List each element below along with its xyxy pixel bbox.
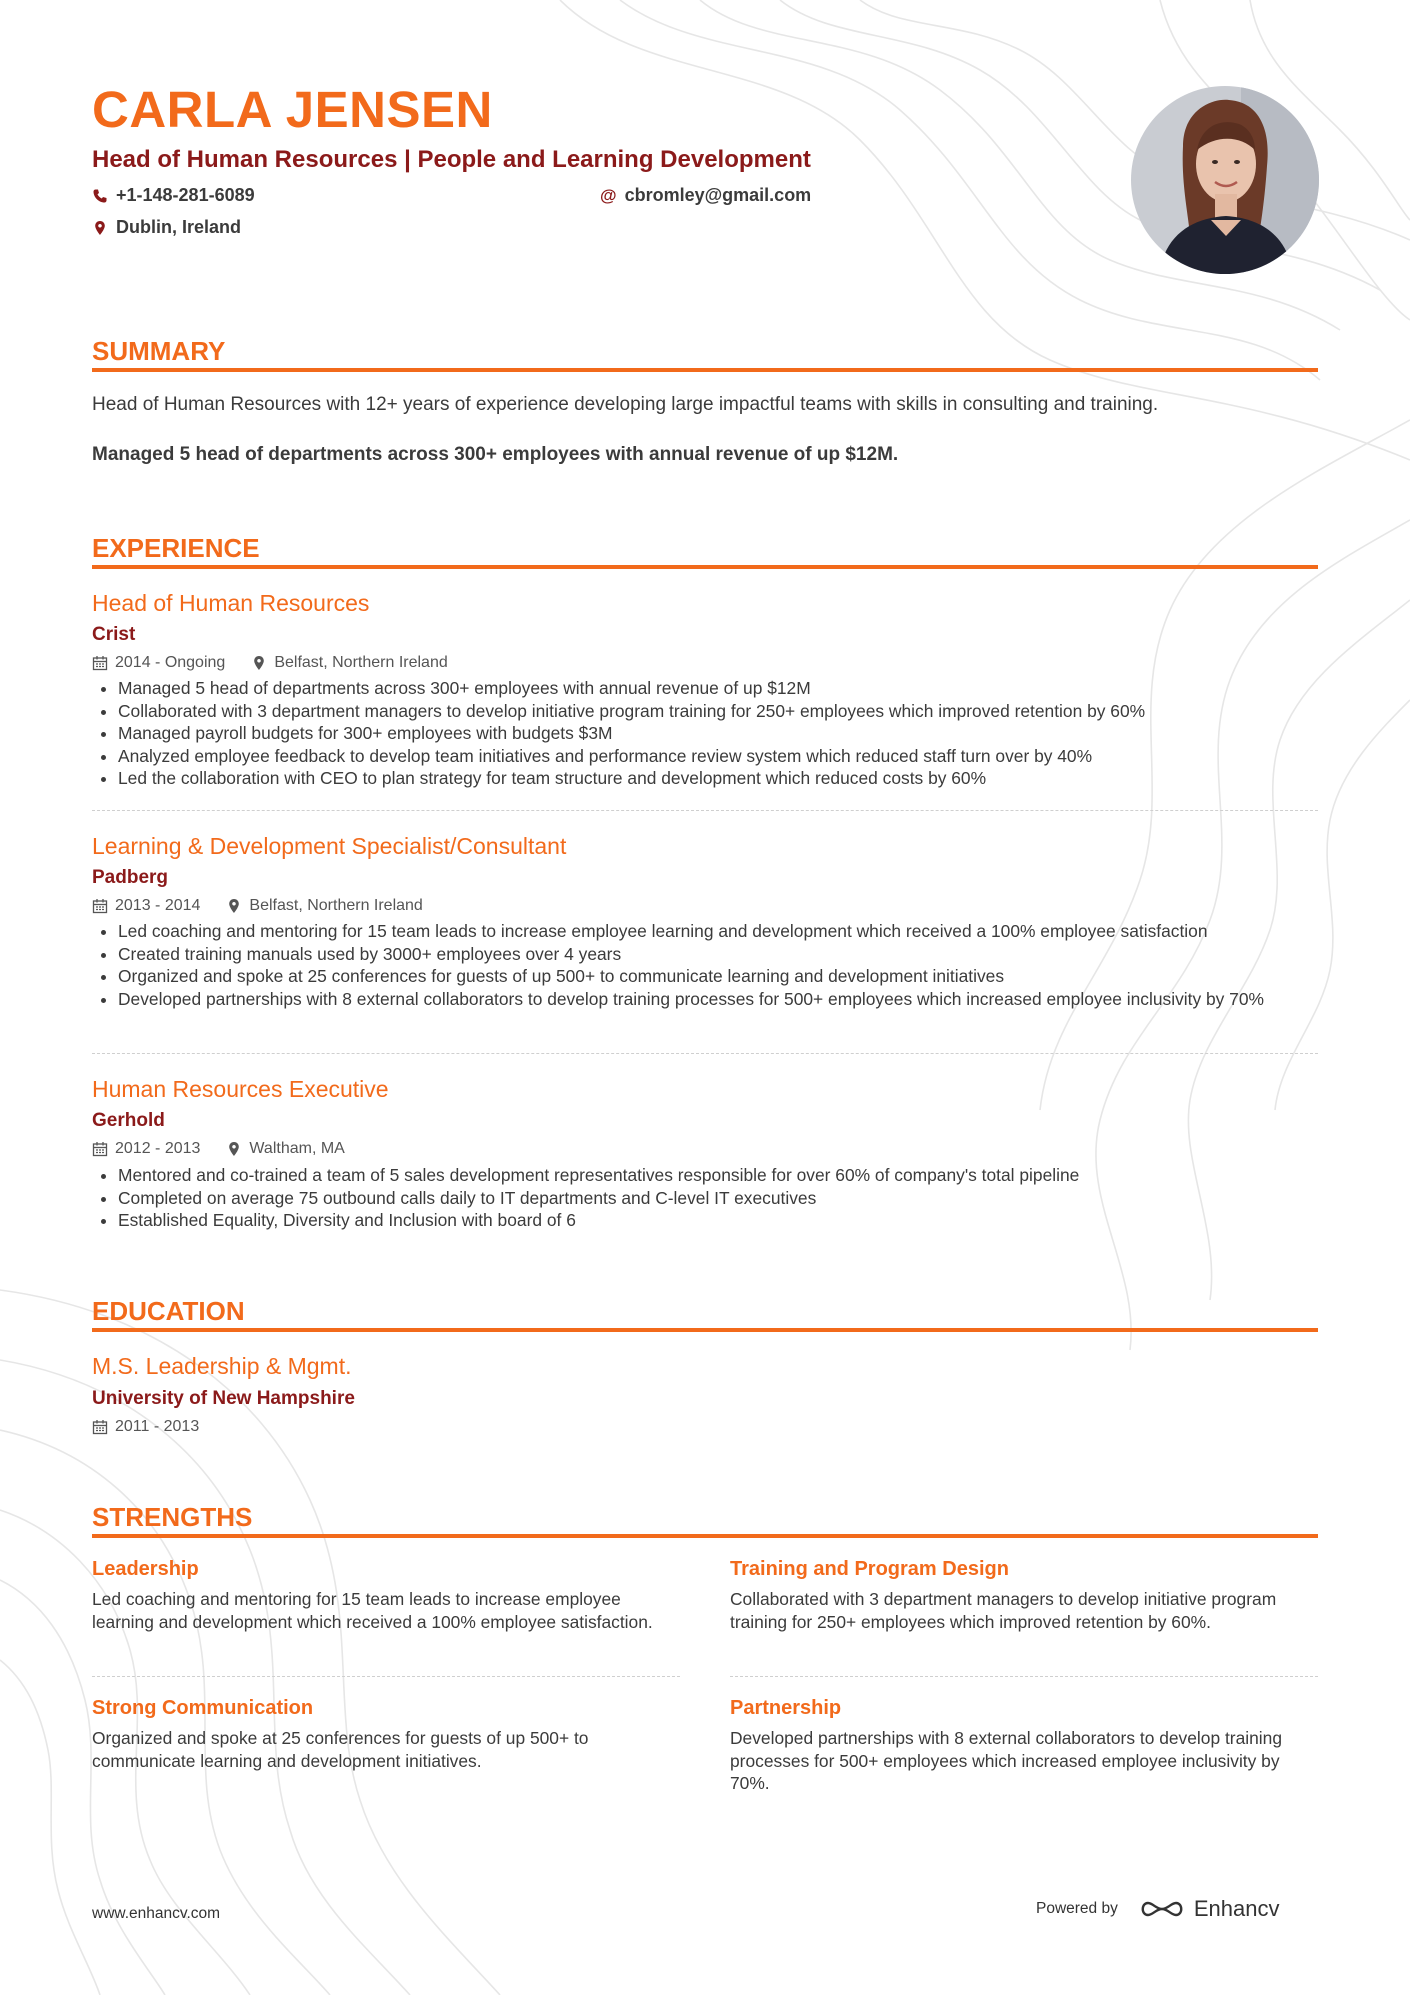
brand-name: Enhancv: [1193, 1896, 1280, 1921]
strengths-title: STRENGTHS: [92, 1502, 253, 1532]
education-title: EDUCATION: [92, 1296, 245, 1326]
summary-title: SUMMARY: [92, 336, 226, 366]
profile-photo: [1131, 86, 1319, 274]
location-pin-icon: [226, 1141, 242, 1157]
job-dates: 2012 - 2013: [92, 1140, 200, 1158]
phone-contact[interactable]: [92, 185, 255, 206]
calendar-icon: [92, 1141, 108, 1157]
job-location: Waltham, MA: [226, 1140, 344, 1158]
education-school: University of New Hampshire: [92, 1388, 355, 1409]
job-dates: 2014 - Ongoing: [92, 654, 225, 672]
email-contact[interactable]: [600, 185, 811, 206]
strength-title: Training and Program Design: [730, 1558, 1009, 1580]
strength-title: Partnership: [730, 1697, 842, 1719]
job-bullet: • Mentored and co-trained a team of 5 sales development representatives responsible for over 60% of company's total pipeline: [118, 1164, 1323, 1187]
summary-highlight: Managed 5 head of departments across 300+ employees with annual revenue of up $12M.: [92, 444, 899, 465]
experience-rule: [92, 565, 1318, 569]
location-pin-icon: [92, 220, 108, 236]
education-meta: [92, 1418, 199, 1436]
job-bullet: • Developed partnerships with 8 external collaborators to develop training processes for 500+ employees which increased employee inclusivity by 70%: [118, 988, 1323, 1011]
experience-title: EXPERIENCE: [92, 533, 260, 563]
job-meta: [92, 654, 448, 672]
candidate-name: CARLA JENSEN: [92, 81, 493, 138]
calendar-icon: [92, 1419, 108, 1435]
strength-divider: [92, 1676, 680, 1677]
strength-desc: Developed partnerships with 8 external collaborators to develop training processes for 500+ employees which increased employee inclusivity by 70%.: [730, 1728, 1282, 1793]
location-text: Dublin, Ireland: [116, 217, 242, 237]
strength-desc: Led coaching and mentoring for 15 team leads to increase employee learning and development which received a 100% employee satisfaction.: [92, 1589, 653, 1632]
calendar-icon: [92, 655, 108, 671]
location-pin-icon: [251, 655, 267, 671]
phone-text: +1-148-281-6089: [116, 185, 255, 205]
education-degree: M.S. Leadership & Mgmt.: [92, 1353, 352, 1379]
job-bullets: [92, 1164, 1323, 1232]
job-divider: [92, 1053, 1318, 1054]
job-bullet: • Led coaching and mentoring for 15 team leads to increase employee learning and development which received a 100% employee satisfaction: [118, 920, 1323, 943]
powered-by-text: Powered by: [1036, 1900, 1118, 1917]
strength-divider: [730, 1676, 1318, 1677]
job-bullet: • Managed payroll budgets for 300+ employees with budgets $3M: [118, 722, 1323, 745]
location-pin-icon: [226, 898, 242, 914]
job-bullet: • Created training manuals used by 3000+ employees over 4 years: [118, 943, 1323, 966]
strength-desc: Organized and spoke at 25 conferences for guests of up 500+ to communicate learning and development initiatives.: [92, 1728, 589, 1771]
strength-title: Leadership: [92, 1558, 199, 1580]
job-role: Learning & Development Specialist/Consultant: [92, 833, 567, 859]
footer-brand[interactable]: [1036, 1896, 1279, 1922]
job-meta: [92, 1140, 345, 1158]
calendar-icon: [92, 898, 108, 914]
job-bullet: • Organized and spoke at 25 conferences for guests of up 500+ to communicate learning and development initiatives: [118, 965, 1323, 988]
job-company: Gerhold: [92, 1110, 165, 1131]
phone-icon: [92, 188, 108, 204]
job-location: Belfast, Northern Ireland: [251, 654, 447, 672]
education-rule: [92, 1328, 1318, 1332]
job-bullets: [92, 920, 1323, 1010]
summary-rule: [92, 368, 1318, 372]
job-bullet: • Led the collaboration with CEO to plan strategy for team structure and development which reduced costs by 60%: [118, 767, 1323, 790]
job-bullets: [92, 677, 1323, 790]
strengths-rule: [92, 1534, 1318, 1538]
at-icon: @: [600, 185, 617, 205]
job-bullet: • Managed 5 head of departments across 300+ employees with annual revenue of up $12M: [118, 677, 1323, 700]
job-bullet: • Collaborated with 3 department managers to develop initiative program training for 250+ employees which improved retention by 60%: [118, 700, 1323, 723]
location-contact: [92, 217, 241, 238]
job-dates: 2013 - 2014: [92, 897, 200, 915]
footer-website[interactable]: www.enhancv.com: [92, 1905, 221, 1922]
email-text: cbromley@gmail.com: [624, 185, 812, 205]
job-bullet: • Completed on average 75 outbound calls daily to IT departments and C-level IT executives: [118, 1187, 1323, 1210]
job-role: Human Resources Executive: [92, 1076, 389, 1102]
strength-title: Strong Communication: [92, 1697, 314, 1719]
job-role: Head of Human Resources: [92, 590, 370, 616]
job-bullet: • Analyzed employee feedback to develop team initiatives and performance review system which reduced staff turn over by 40%: [118, 745, 1323, 768]
candidate-headline: Head of Human Resources | People and Learning Development: [92, 146, 811, 173]
job-company: Padberg: [92, 867, 169, 888]
education-dates: 2011 - 2013: [92, 1418, 199, 1436]
job-company: Crist: [92, 624, 136, 645]
strength-desc: Collaborated with 3 department managers to develop initiative program training for 250+ employees which improved retention by 60%.: [730, 1589, 1277, 1632]
job-meta: [92, 897, 423, 915]
enhancv-logo-icon: [1138, 1897, 1186, 1921]
summary-text: Head of Human Resources with 12+ years of experience developing large impactful teams with skills in consulting and training.: [92, 394, 1159, 415]
job-location: Belfast, Northern Ireland: [226, 897, 422, 915]
job-divider: [92, 810, 1318, 811]
enhancv-logo: [1138, 1896, 1280, 1922]
job-bullet: • Established Equality, Diversity and Inclusion with board of 6: [118, 1209, 1323, 1232]
